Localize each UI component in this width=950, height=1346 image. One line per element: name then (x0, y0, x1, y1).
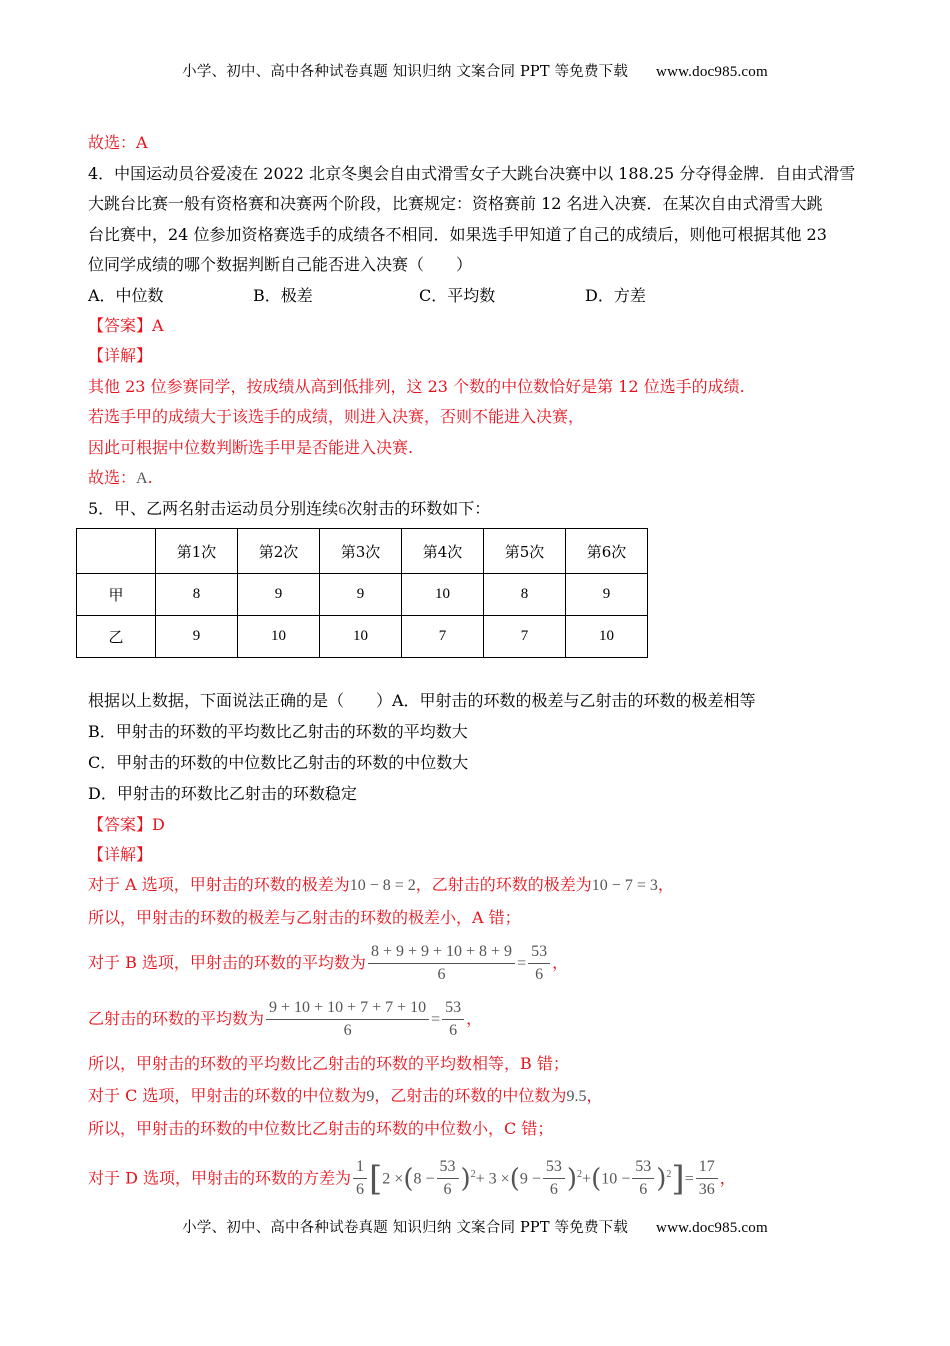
q5-option-b: B．甲射击的环数的平均数比乙射击的环数的平均数大 (88, 722, 468, 741)
q5-prompt: 根据以上数据，下面说法正确的是（ ）A．甲射击的环数的极差与乙射击的环数的极差相等 (88, 691, 756, 710)
sol-a-expr-yi: 10 − 7 = 3 (591, 877, 658, 894)
fraction-numerator: 1 (353, 1158, 367, 1179)
sol-c-end: ， (586, 1086, 603, 1105)
row-label: 甲 (77, 574, 156, 616)
table-cell: 10 (566, 616, 648, 658)
fraction-denominator: 6 (449, 1022, 458, 1039)
table-cell: 10 (402, 574, 484, 616)
fraction-denominator: 6 (639, 1181, 648, 1199)
mean-fraction (632, 1158, 654, 1199)
sol-a-expr-jia: 10 − 8 = 2 (349, 877, 416, 894)
square-exponent: 2 (577, 1169, 583, 1180)
fraction-numerator: 17 (696, 1158, 718, 1179)
fraction-denominator: 6 (443, 1181, 452, 1199)
table-header-row (77, 529, 648, 574)
row-label: 乙 (77, 616, 156, 658)
q4-conclusion-suffix: . (147, 468, 153, 487)
sol-b-text-2: 乙射击的环数的平均数为 (88, 1009, 265, 1028)
variance-term-base: 8 − (413, 1170, 435, 1188)
fraction-numerator: 53 (442, 999, 464, 1020)
q4-answer-value: A (152, 316, 164, 335)
q4-option-b: B．极差 (253, 286, 313, 305)
q5-intro (88, 499, 490, 520)
table-cell: 9 (156, 616, 238, 658)
sol-d-end: ， (719, 1168, 736, 1188)
sol-a-line-1 (88, 875, 674, 896)
sol-b-line-3: 所以，甲射击的环数的平均数比乙射击的环数的平均数相等，B 错； (88, 1054, 569, 1073)
q4-detail-tag: 【详解】 (88, 346, 153, 365)
plus-sign: + (582, 1170, 592, 1188)
sol-b-end-2: ， (466, 1009, 483, 1028)
table-cell: 7 (402, 616, 484, 658)
table-cell: 9 (566, 574, 648, 616)
sol-a-line-2: 所以，甲射击的环数的极差与乙射击的环数的极差小，A 错； (88, 908, 521, 927)
q4-answer-tag: 【答案】 (88, 316, 153, 335)
fraction-denominator: 6 (356, 1181, 365, 1199)
header-text: 小学、初中、高中各种试卷真题 知识归纳 文案合同 PPT 等免费下载 (182, 64, 629, 80)
q5-option-c: C．甲射击的环数的中位数比乙射击的环数的中位数大 (88, 753, 469, 772)
table-cell: 9 (238, 574, 320, 616)
fraction-denominator: 6 (535, 966, 544, 983)
fraction-numerator: 53 (632, 1158, 654, 1179)
q5-answer-value: D (152, 815, 165, 834)
table-cell: 10 (238, 616, 320, 658)
q5-intro-num: 6 (338, 501, 347, 518)
variance-term-base: 9 − (519, 1170, 541, 1188)
table-cell: 8 (484, 574, 566, 616)
table-header: 第2次 (238, 529, 320, 574)
q5-answer-tag: 【答案】 (88, 815, 153, 834)
variance-term-base: 10 − (601, 1170, 631, 1188)
page-header (0, 60, 950, 81)
table-cell: 9 (320, 574, 402, 616)
header-site: www.doc985.com (656, 64, 768, 80)
table-header: 第3次 (320, 529, 402, 574)
q4-explanation-2: 若选手甲的成绩大于该选手的成绩，则进入决赛，否则不能进入决赛， (88, 407, 585, 426)
fraction-numerator: 53 (528, 943, 550, 964)
fraction-numerator: 8 + 9 + 9 + 10 + 8 + 9 (368, 943, 515, 964)
square-exponent: 2 (666, 1169, 672, 1180)
fraction-numerator: 53 (437, 1158, 459, 1179)
q4-option-d: D．方差 (585, 286, 646, 305)
table-header: 第4次 (402, 529, 484, 574)
q4-explanation-1: 其他 23 位参赛同学，按成绩从高到低排列，这 23 个数的中位数恰好是第 12 位选手的成绩. (88, 377, 745, 396)
one-sixth-fraction (353, 1158, 367, 1199)
table-cell: 7 (484, 616, 566, 658)
q5-detail-tag: 【详解】 (88, 845, 153, 864)
top-answer: 故选：A (88, 133, 148, 152)
q5-option-d: D．甲射击的环数比乙射击的环数稳定 (88, 784, 357, 803)
table-header: 第5次 (484, 529, 566, 574)
fraction-denominator: 6 (343, 1022, 352, 1039)
variance-result-fraction (696, 1158, 718, 1199)
fraction-numerator: 53 (543, 1158, 565, 1179)
q4-explanation-3: 因此可根据中位数判断选手甲是否能进入决赛. (88, 438, 414, 457)
sol-c-line-2: 所以，甲射击的环数的中位数比乙射击的环数的中位数小，C 错； (88, 1119, 554, 1138)
q4-line-2: 大跳台比赛一般有资格赛和决赛两个阶段，比赛规定：资格赛前 12 名进入决赛．在某次自由式滑雪大跳 (88, 194, 823, 213)
fraction-denominator: 6 (549, 1181, 558, 1199)
sol-a-end: ， (657, 875, 674, 894)
sol-b-line-2 (88, 996, 482, 1043)
q4-conclusion-prefix: 故选： (88, 468, 137, 487)
fraction-denominator: 6 (437, 966, 446, 983)
q4-line-1: 4．中国运动员谷爱凌在 2022 北京冬奥会自由式滑雪女子大跳台决赛中以 188.25 分夺得金牌．自由式滑雪 (88, 164, 856, 183)
result-fraction (442, 999, 464, 1040)
sol-d-line-1: 对于 D 选项，甲射击的环数的方差为 $\frac{1}{6}$ [2 ×(8 − $\frac{53}{6}$ )$^2$+ 3 ×(9 − $\frac{53}{6}$ )$^2$+(10 − $\frac{53}{6}$ )$^2$]= $\frac{17}{36}$ ， (88, 1158, 736, 1199)
table-cell: 8 (156, 574, 238, 616)
q4-line-3: 台比赛中，24 位参加资格赛选手的成绩各不相同．如果选手甲知道了自己的成绩后，则他可根据其他 23 (88, 225, 827, 244)
mean-fraction (437, 1158, 459, 1199)
footer-site: www.doc985.com (656, 1220, 768, 1236)
sol-b-line-1 (88, 940, 568, 987)
result-fraction (528, 943, 550, 984)
square-exponent: 2 (470, 1169, 476, 1180)
mean-jia-fraction (368, 943, 515, 984)
q5-intro-a: 5．甲、乙两名射击运动员分别连续 (88, 499, 339, 518)
q4-conclusion-letter: A (136, 470, 148, 487)
table-corner (77, 529, 156, 574)
mean-yi-fraction (266, 999, 429, 1040)
fraction-denominator: 36 (698, 1181, 715, 1199)
score-table (76, 528, 648, 658)
table-header: 第1次 (156, 529, 238, 574)
table-cell: 10 (320, 616, 402, 658)
sol-b-text: 对于 B 选项，甲射击的环数的平均数为 (88, 953, 366, 972)
sol-c-text: 对于 C 选项，甲射击的环数的中位数为 (88, 1086, 367, 1105)
q4-answer (88, 316, 164, 336)
sol-a-text-mid: ，乙射击的环数的极差为 (415, 875, 592, 894)
table-header: 第6次 (566, 529, 648, 574)
sol-d-text: 对于 D 选项，甲射击的环数的方差为 (88, 1168, 352, 1188)
sol-c-line-1 (88, 1086, 602, 1107)
page-footer (0, 1216, 950, 1237)
sol-b-end: ， (552, 953, 569, 972)
variance-term-coef: 2 × (382, 1170, 404, 1188)
equals-sign: = (517, 955, 527, 972)
q4-line-4: 位同学成绩的哪个数据判断自己能否进入决赛（ ） (88, 255, 473, 274)
q5-intro-b: 次射击的环数如下： (346, 499, 491, 518)
fraction-numerator: 9 + 10 + 10 + 7 + 7 + 10 (266, 999, 429, 1020)
median-yi: 9.5 (566, 1088, 587, 1105)
sol-a-text: 对于 A 选项，甲射击的环数的极差为 (88, 875, 350, 894)
table-row (77, 616, 648, 658)
median-jia: 9 (366, 1088, 375, 1105)
q4-conclusion (88, 468, 153, 489)
q4-option-c: C．平均数 (419, 286, 496, 305)
sol-c-text-mid: ，乙射击的环数的中位数为 (374, 1086, 567, 1105)
equals-sign: = (431, 1011, 441, 1028)
equals-sign: = (684, 1170, 694, 1188)
footer-text: 小学、初中、高中各种试卷真题 知识归纳 文案合同 PPT 等免费下载 (182, 1220, 629, 1236)
mean-fraction (543, 1158, 565, 1199)
table-row (77, 574, 648, 616)
q5-answer (88, 815, 165, 835)
q4-option-a: A．中位数 (88, 286, 164, 305)
variance-term-coef: + 3 × (475, 1170, 510, 1188)
